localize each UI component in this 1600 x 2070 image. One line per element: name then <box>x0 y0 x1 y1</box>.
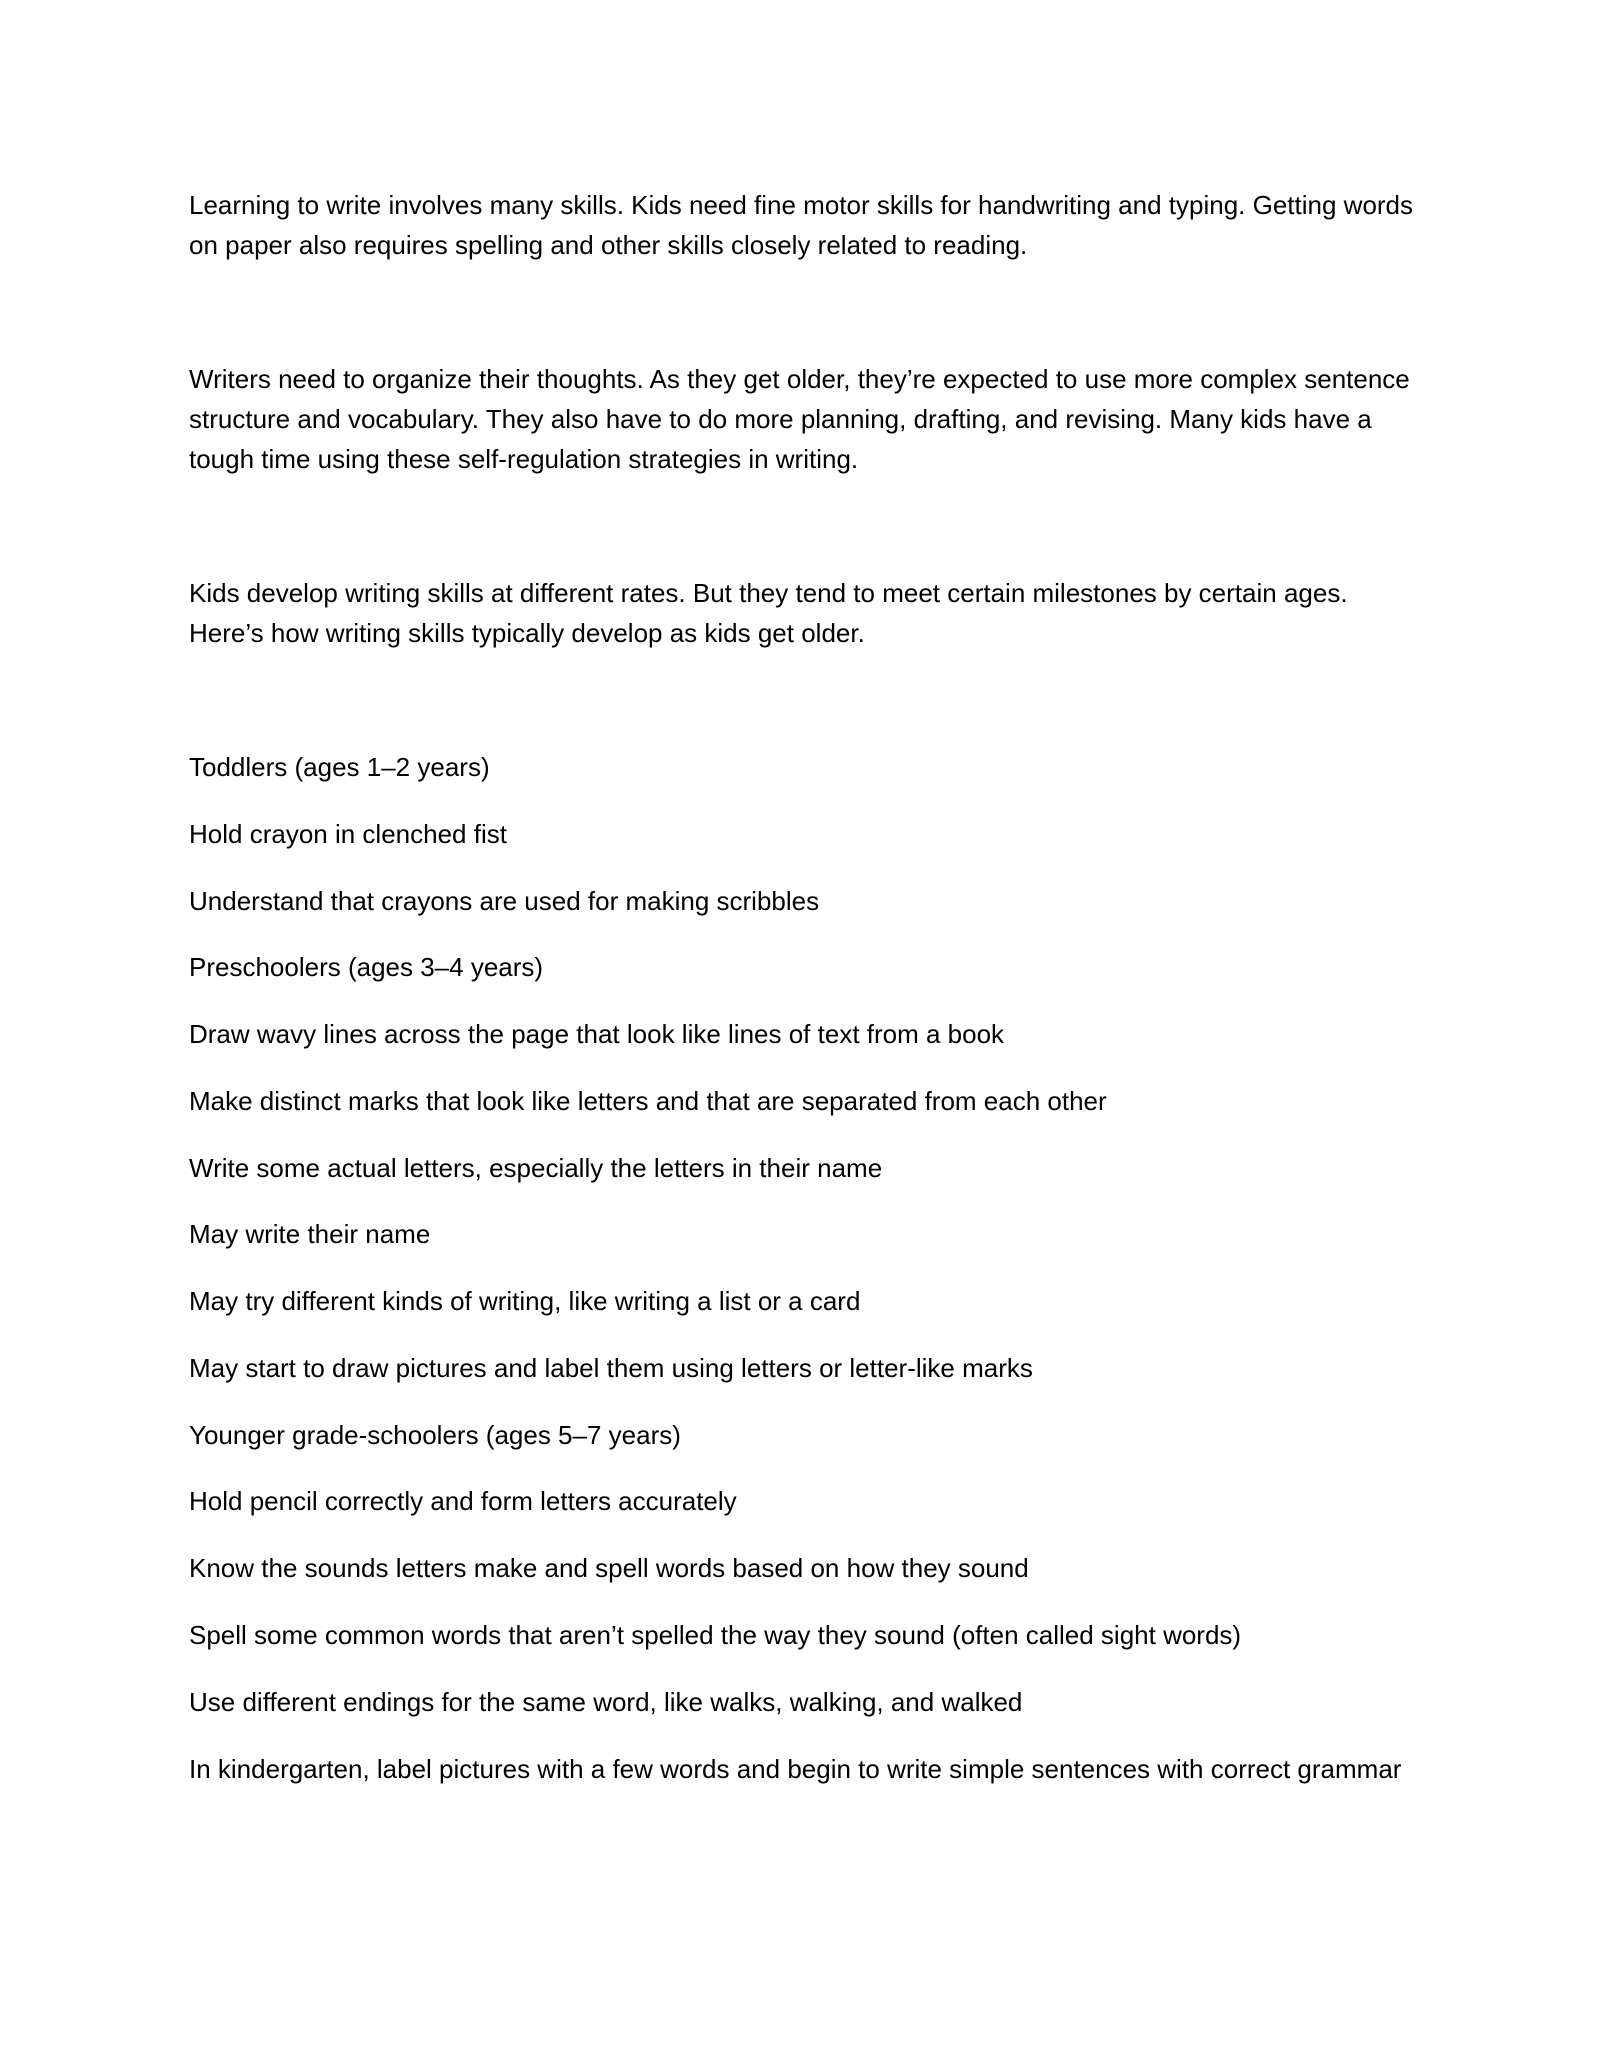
list-item: Hold crayon in clenched fist <box>189 819 507 849</box>
paragraph-organize-thoughts: Writers need to organize their thoughts. As they get older, they’re expected to use more complex sentence structure and vocabulary. They also have to do more planning, drafting, and revising. Many kids have a tough time using these self-regulation strategies in writing. <box>189 364 1410 474</box>
heading-toddlers: Toddlers (ages 1–2 years) <box>189 752 490 782</box>
paragraph-learning-to-write: Learning to write involves many skills. Kids need fine motor skills for handwriting and typing. Getting words on paper also requires spelling and other skills closely related to reading. <box>189 190 1414 260</box>
paragraph-milestones-intro: Kids develop writing skills at different rates. But they tend to meet certain milestones by certain ages. Here’s how writing skills typically develop as kids get older. <box>189 578 1348 648</box>
list-item: May write their name <box>189 1219 431 1249</box>
heading-preschoolers: Preschoolers (ages 3–4 years) <box>189 952 544 982</box>
list-item: Hold pencil correctly and form letters accurately <box>189 1486 737 1516</box>
list-item: Understand that crayons are used for making scribbles <box>189 886 820 916</box>
list-item: Write some actual letters, especially the letters in their name <box>189 1153 883 1183</box>
list-item: Know the sounds letters make and spell words based on how they sound <box>189 1553 1029 1583</box>
heading-younger-grade-schoolers: Younger grade-schoolers (ages 5–7 years) <box>189 1420 681 1450</box>
list-item: May start to draw pictures and label them using letters or letter-like marks <box>189 1353 1033 1383</box>
list-item: Draw wavy lines across the page that look like lines of text from a book <box>189 1019 1005 1049</box>
list-item: May try different kinds of writing, like writing a list or a card <box>189 1286 861 1316</box>
list-item: Use different endings for the same word, like walks, walking, and walked <box>189 1687 1023 1717</box>
list-item: In kindergarten, label pictures with a few words and begin to write simple sentences with correct grammar <box>189 1754 1402 1784</box>
list-item: Make distinct marks that look like letters and that are separated from each other <box>189 1086 1107 1116</box>
list-item: Spell some common words that aren’t spelled the way they sound (often called sight words) <box>189 1620 1242 1650</box>
